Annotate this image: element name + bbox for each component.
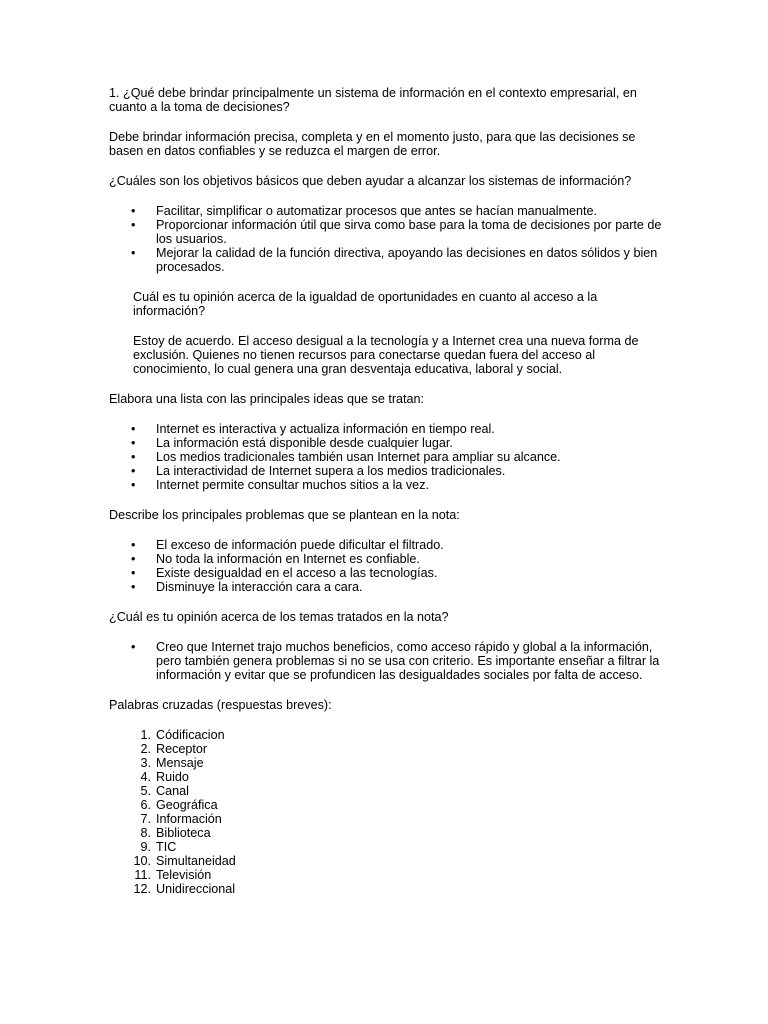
bullet-icon: •: [131, 566, 136, 580]
item-number: 4.: [140, 770, 151, 784]
answer-1: Debe brindar información precisa, completa y en el momento justo, para que las decisiones se basen en datos confiables y se reduzca el margen de error.: [109, 130, 636, 158]
list-item-text: Creo que Internet trajo muchos beneficios, como acceso rápido y global a la información, pero también genera problemas si no se usa con criterio. Es importante enseñar a filtrar la información y evitar que se profundicen las desigualdades sociales por falta de acceso.: [156, 640, 660, 682]
list-item-text: No toda la información en Internet es confiable.: [156, 552, 420, 566]
problems-list: [109, 538, 669, 594]
list-item: [109, 450, 669, 464]
bullet-icon: •: [131, 422, 136, 436]
list-item: [109, 742, 669, 756]
list-item: [109, 204, 669, 218]
item-number: 8.: [140, 826, 151, 840]
crossword-answers-list: [109, 728, 669, 896]
list-item: [109, 246, 669, 274]
answer-word: Biblioteca: [156, 826, 211, 840]
objectives-list: [109, 204, 669, 274]
question-4: Elabora una lista con las principales ideas que se tratan:: [109, 392, 425, 406]
bullet-icon: •: [131, 538, 136, 552]
bullet-icon: •: [131, 436, 136, 450]
answer-word: Códificacion: [156, 728, 225, 742]
answer-word: Información: [156, 812, 222, 826]
list-item-text: Disminuye la interacción cara a cara.: [156, 580, 363, 594]
answer-word: Geográfica: [156, 798, 218, 812]
list-item-text: El exceso de información puede dificultar el filtrado.: [156, 538, 444, 552]
list-item: [109, 580, 669, 594]
list-item: [109, 798, 669, 812]
item-number: 7.: [140, 812, 151, 826]
item-number: 10.: [133, 854, 151, 868]
list-item: [109, 464, 669, 478]
question-6: ¿Cuál es tu opinión acerca de los temas tratados en la nota?: [109, 610, 449, 624]
list-item-text: Internet permite consultar muchos sitios a la vez.: [156, 478, 429, 492]
answer-word: Canal: [156, 784, 189, 798]
item-number: 11.: [134, 868, 151, 882]
list-item: [109, 840, 669, 854]
bullet-icon: •: [131, 552, 136, 566]
bullet-icon: •: [131, 218, 136, 232]
list-item-text: Internet es interactiva y actualiza información en tiempo real.: [156, 422, 495, 436]
document-page: [109, 86, 669, 896]
list-item: [109, 436, 669, 450]
crossword-title: Palabras cruzadas (respuestas breves):: [109, 698, 332, 712]
bullet-icon: •: [131, 204, 136, 218]
list-item: [109, 478, 669, 492]
list-item-text: La información está disponible desde cualquier lugar.: [156, 436, 453, 450]
list-item: [109, 728, 669, 742]
opinion-list: [109, 640, 669, 682]
answer-word: Unidireccional: [156, 882, 236, 896]
bullet-icon: •: [131, 464, 136, 478]
bullet-icon: •: [131, 246, 136, 260]
answer-word: TIC: [156, 840, 177, 854]
list-item: [109, 854, 669, 868]
bullet-icon: •: [131, 450, 136, 464]
list-item-text: Facilitar, simplificar o automatizar procesos que antes se hacían manualmente.: [156, 204, 597, 218]
question-2: ¿Cuáles son los objetivos básicos que deben ayudar a alcanzar los sistemas de información?: [109, 174, 632, 188]
answer-word: Mensaje: [156, 756, 204, 770]
question-5: Describe los principales problemas que se plantean en la nota:: [109, 508, 460, 522]
list-item-text: Existe desigualdad en el acceso a las tecnologías.: [156, 566, 438, 580]
item-number: 12.: [133, 882, 151, 896]
item-number: 9.: [140, 840, 151, 854]
list-item: [109, 882, 669, 896]
list-item: [109, 770, 669, 784]
question-1: 1. ¿Qué debe brindar principalmente un sistema de información en el contexto empresarial, en cuanto a la toma de decisiones?: [109, 86, 637, 114]
list-item: [109, 756, 669, 770]
answer-3: Estoy de acuerdo. El acceso desigual a la tecnología y a Internet crea una nueva forma de exclusión. Quienes no tienen recursos para conectarse quedan fuera del acceso al conocimiento, lo cual genera una gran desventaja educativa, laboral y social.: [133, 334, 639, 376]
list-item-text: La interactividad de Internet supera a los medios tradicionales.: [156, 464, 506, 478]
list-item: [109, 538, 669, 552]
question-3: Cuál es tu opinión acerca de la igualdad de oportunidades en cuanto al acceso a la información?: [133, 290, 598, 318]
list-item: [109, 422, 669, 436]
list-item: [109, 784, 669, 798]
item-number: 3.: [140, 756, 151, 770]
answer-word: Televisión: [156, 868, 212, 882]
answer-word: Receptor: [156, 742, 208, 756]
list-item: [109, 218, 669, 246]
answer-word: Simultaneidad: [156, 854, 236, 868]
bullet-icon: •: [131, 478, 136, 492]
list-item: [109, 868, 669, 882]
bullet-icon: •: [131, 640, 136, 654]
list-item: [109, 640, 669, 682]
list-item: [109, 566, 669, 580]
item-number: 1.: [140, 728, 151, 742]
list-item: [109, 552, 669, 566]
list-item-text: Proporcionar información útil que sirva como base para la toma de decisiones por parte de los usuarios.: [156, 218, 662, 246]
bullet-icon: •: [131, 580, 136, 594]
item-number: 6.: [140, 798, 151, 812]
list-item-text: Mejorar la calidad de la función directiva, apoyando las decisiones en datos sólidos y bien procesados.: [156, 246, 658, 274]
list-item-text: Los medios tradicionales también usan Internet para ampliar su alcance.: [156, 450, 561, 464]
item-number: 5.: [140, 784, 151, 798]
item-number: 2.: [140, 742, 151, 756]
list-item: [109, 826, 669, 840]
list-item: [109, 812, 669, 826]
main-ideas-list: [109, 422, 669, 492]
answer-word: Ruido: [156, 770, 189, 784]
